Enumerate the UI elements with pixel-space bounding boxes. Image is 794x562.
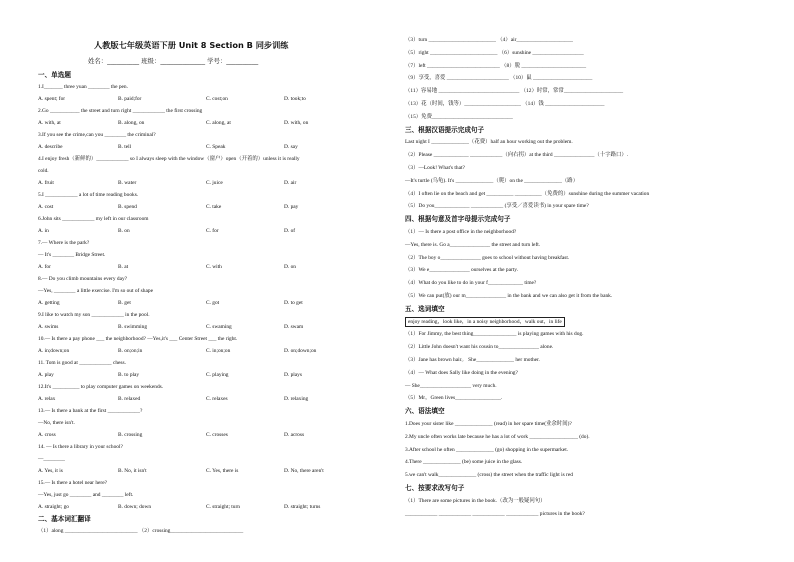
answer-option: A. describe [38,144,63,150]
question-line: （2）Please _____________ ____________（向右拐）at the third _______________（十字路口）. [405,152,629,159]
answer-option: A. cost [38,204,54,210]
section-heading: 四、根据句意及首字母提示完成句子 [405,215,511,224]
question-line: （4）— What does Sally like doing in the evening? [405,369,518,376]
answer-option: C. Speak [206,144,226,150]
answer-option: C. got [206,300,220,306]
answer-option: A. straight; go [38,504,69,510]
answer-option: A. getting [38,300,60,306]
question-line: —No, there isn't. [38,420,75,426]
answer-option: B. swimming [118,324,148,330]
question-line: （5）Do you_____________ ____________ (享受／喜爱读书) in your spare time? [405,203,589,210]
question-line: （3）—Look! What's that? [405,165,465,171]
answer-option: C. relaxes [206,396,228,402]
answer-option: A. spent; for [38,96,66,102]
answer-option: D. on [284,264,296,270]
question-line: 8.— Do you climb mountains every day? [38,276,128,282]
answer-option: B. water [118,180,137,186]
question-line: 3.After school he often ______________ (go) shopping in the supermarket. [405,446,569,453]
answer-option: A. play [38,372,54,378]
answer-option: B. No, it isn't [118,468,147,474]
answer-option: C. along, at [206,120,231,126]
question-line: cold. [38,168,49,174]
question-line: （3）turn _________________________ （4）air_____________________ [405,37,574,43]
question-line: 10.— Is there a pay phone ___ the neighborhood? —Yes,it's ___ Center Street ___ the right. [38,336,238,342]
answer-option: D. straight; turns [284,504,321,510]
answer-option: D. relaxing [284,396,309,402]
question-line: （1）There are some pictures in the book.（改为一般疑问句） [405,497,546,504]
question-line: （9）享受，喜爱 _______________________ （10）鼠 ______________________ [405,75,593,82]
answer-option: B. spend [118,204,137,210]
answer-option: D. swam [284,324,304,330]
answer-option: A. in;down;on [38,348,70,354]
answer-option: D. to get [284,300,303,306]
answer-option: D. say [284,144,298,150]
question-line: 9.I like to watch my son ____________ in the pool. [38,312,150,318]
question-line: 2.Go ___________ the street and turn right ____________ the first crossing [38,108,203,114]
question-line: 5.I ____________ a lot of time reading books. [38,192,139,198]
question-line: —Yes, there is. Go a_______________ the street and turn left. [405,241,541,248]
section-heading: 三、根据汉语提示完成句子 [405,125,485,134]
question-line: 4.I enjoy fresh（新鲜的）____________ so I always sleep with the window（窗户）open（开着的）unless it is really [38,156,300,162]
answer-option: D. of [284,228,296,234]
answer-option: D. with, on [284,120,309,126]
answer-option: A. fruit [38,180,54,186]
question-line: 4.There ______________ (be) some juice in the glass. [405,459,523,466]
answer-option: A. relax [38,396,56,402]
answer-option: C. take [206,204,222,210]
answer-option: C. with [206,264,222,270]
worksheet-title: 人教版七年级英语下册 Unit 8 Section B 同步训练 [94,40,289,50]
answer-option: A. Yes, it is [38,468,63,474]
question-line: （3）We e_______________ ourselves at the party. [405,267,518,274]
answer-option: C. for [206,228,219,234]
answer-option: C. straight; turn [206,504,240,510]
answer-option: C. cost;on [206,96,228,102]
question-line: （3）Jane has brown hair。 She______________ her mother. [405,357,540,363]
answer-option: B. to play [118,372,140,378]
question-line: （1）For Jimmy, the best thing________________ is playing games with his dog. [405,331,584,338]
question-line: （7）left ___________________________ （8）脱 ________________________ [405,62,587,69]
answer-option: D. pay [284,204,299,210]
question-line: （4）What do you like to do in your f_____________ time? [405,280,537,287]
answer-option: B. down; down [118,504,152,510]
question-line: —Yes, just go ________ and ________ left. [38,492,134,498]
answer-option: C. playing [206,372,229,378]
question-line: Last night I ______________（花费）half an hour working out the problem. [405,139,573,146]
question-line: 6.John sits ____________ my left in our classroom [38,216,149,222]
answer-option: B. along, on [118,120,145,126]
question-line: —Yes, ________ a little exercise. I'm so out of shape [38,288,153,294]
question-line: 1.I_______ three yuan ________ the pen. [38,84,128,90]
question-line: 12.It's __________ to play computer games on weekends. [38,384,164,390]
question-line: — It's ________ Bridge Street. [38,252,106,258]
answer-option: B. paid;for [118,96,142,102]
question-line: （1）along ___________________________ （2）crossing___________________________ [38,528,244,534]
question-line: ____________ ____________ ____________ ____________ pictures in the book? [405,510,585,517]
question-line: （2）Little John doesn't want his cousin to_______________ alone. [405,344,554,351]
question-line: 2.My uncle often works late because he has a lot of work __________________ (do). [405,433,590,440]
question-line: （11）容易地 ______________________________ （12）时常，常常______________________ [405,88,624,95]
question-line: —It's turtle (乌龟). It's ______________（爬）on the ______________（路） [405,177,579,184]
question-line: （5）Mr，Green lives_________________. [405,395,503,402]
question-line: 14. — Is there a library in your school? [38,444,123,450]
answer-option: C. in;on;on [206,348,231,354]
answer-option: D. across [284,432,305,438]
answer-option: C. Yes, there is [206,468,239,474]
section-heading: 六、语法填空 [405,407,445,416]
question-line: （4）I often lie on the beach and get __________ __________（免费的）sunshine during the summer vacation [405,190,650,197]
answer-option: B. get [118,300,131,306]
answer-option: A. with, at [38,120,61,126]
answer-option: D. took;to [284,96,306,102]
question-line: 13.— Is there a bank at the first ____________? [38,408,143,414]
question-line: （5）We can put(放) our m_______________ in the bank and we can also get it from the bank. [405,293,613,299]
section-heading: 五、选词填空 [405,304,445,313]
question-line: 11. Tom is good at ____________ chess. [38,360,126,366]
section-heading: 一、单选题 [38,71,71,79]
answer-option: D. plays [284,372,302,378]
word-bank-text: enjoy reading，look like，in a noisy neighborhood，walk out，in life [405,317,565,327]
question-line: （1）— Is there a post office in the neighborhood? [405,229,517,235]
answer-option: A. for [38,264,51,270]
question-line: 1.Does your sister like ______________ (read) in her spare time(业余时间)? [405,421,572,427]
answer-option: B. on [118,228,130,234]
word-bank-box [405,319,565,326]
answer-option: D. air [284,180,297,186]
section-heading: 二、基本词汇翻译 [38,515,91,523]
answer-option: B. tell [118,144,132,150]
answer-option: C. swaming [206,324,232,330]
question-line: — She___________________ very much. [405,382,497,389]
answer-option: A. cross [38,432,56,438]
question-line: 3.If you see the crime,can you ________ the criminal? [38,132,156,138]
answer-option: B. crossing [118,432,143,438]
answer-option: D. No, there aren't [284,468,324,474]
question-line: 7.— Where is the park? [38,240,90,246]
question-line: 15.— Is there a hotel near here? [38,480,107,486]
question-line: （2）The boy o_______________ goes to school without having breakfast. [405,254,570,261]
answer-option: A. in [38,228,49,234]
answer-option: A. swims [38,324,59,330]
answer-option: B. on;on;in [118,348,143,354]
question-line: 5.we can't walk______________ (cross) the street when the traffic light is red [405,472,573,479]
answer-option: B. at [118,264,129,270]
answer-option: C. crosses [206,432,228,438]
answer-option: B. relaxed [118,396,141,402]
answer-option: C. juice [206,180,223,186]
question-line: （5）right _________________________ （6）sunshine ___________________ [405,49,584,56]
section-heading: 七、按要求改写句子 [405,484,465,492]
student-info-line: 姓名：__________ 班级：______________ 学号：__________ [88,57,259,65]
question-line: （15）免费______________________________ [405,113,513,120]
question-line: （13）花（时间，钱等）_____________________ （14）钱 ______________________ [405,101,605,107]
question-line: —________ [38,456,65,462]
answer-option: D. on;down;on [284,348,317,354]
